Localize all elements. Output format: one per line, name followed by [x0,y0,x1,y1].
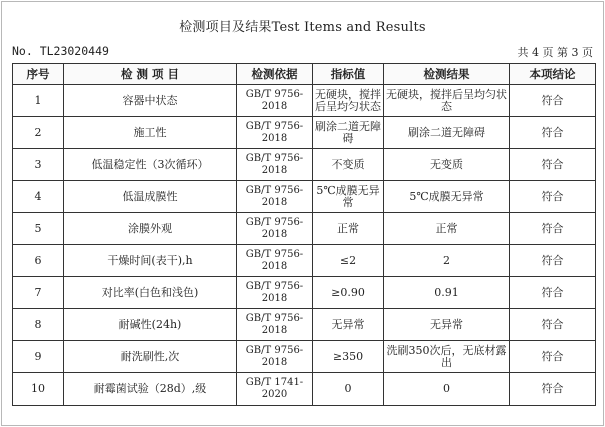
table-row [13,181,596,213]
row-conclusion: 符合 [510,277,596,309]
row-result: 0 [384,373,510,406]
row-result: 无硬块，搅拌后呈均匀状态 [384,85,510,117]
row-standard: GB/T 1741-2020 [237,373,313,406]
row-item: 干燥时间(表干),h [64,245,237,277]
row-result: 5℃成膜无异常 [384,181,510,213]
row-index: 9 [13,341,64,373]
row-requirement: 5℃成膜无异常 [313,181,384,213]
row-requirement: ≥0.90 [313,277,384,309]
row-item: 耐洗刷性,次 [64,341,237,373]
row-conclusion: 符合 [510,85,596,117]
report-number: No. TL23020449 [12,44,109,58]
page-title: 检测项目及结果Test Items and Results [179,20,426,35]
row-standard: GB/T 9756-2018 [237,277,313,309]
column-header-result: 检测结果 [384,64,510,85]
row-standard: GB/T 9756-2018 [237,309,313,341]
row-requirement: 0 [313,373,384,406]
row-requirement: ≥350 [313,341,384,373]
row-conclusion: 符合 [510,149,596,181]
results-table [12,63,596,406]
table-row [13,309,596,341]
table-row [13,245,596,277]
row-result: 洗刷350次后，无底材露出 [384,341,510,373]
row-conclusion: 符合 [510,213,596,245]
row-index: 10 [13,373,64,406]
column-header-standard: 检测依据 [237,64,313,85]
row-standard: GB/T 9756-2018 [237,85,313,117]
row-item: 低温稳定性（3次循环） [64,149,237,181]
row-standard: GB/T 9756-2018 [237,149,313,181]
table-row [13,213,596,245]
row-item: 低温成膜性 [64,181,237,213]
row-index: 1 [13,85,64,117]
row-result: 2 [384,245,510,277]
row-index: 2 [13,117,64,149]
row-result: 无变质 [384,149,510,181]
column-header-conclusion: 本项结论 [510,64,596,85]
row-standard: GB/T 9756-2018 [237,213,313,245]
row-index: 3 [13,149,64,181]
table-header-row [13,64,596,85]
page-info: 共 4 页 第 3 页 [517,46,593,59]
column-header-index: 序号 [13,64,64,85]
row-item: 耐碱性(24h) [64,309,237,341]
row-item: 耐霉菌试验（28d）,级 [64,373,237,406]
row-conclusion: 符合 [510,181,596,213]
row-conclusion: 符合 [510,341,596,373]
row-item: 施工性 [64,117,237,149]
row-requirement: 无硬块，搅拌后呈均匀状态 [313,85,384,117]
row-item: 涂膜外观 [64,213,237,245]
row-index: 6 [13,245,64,277]
row-requirement: ≤2 [313,245,384,277]
row-result: 0.91 [384,277,510,309]
row-standard: GB/T 9756-2018 [237,117,313,149]
row-conclusion: 符合 [510,309,596,341]
row-standard: GB/T 9756-2018 [237,245,313,277]
table-row [13,149,596,181]
table-row [13,373,596,406]
row-requirement: 刷涂二道无障碍 [313,117,384,149]
row-requirement: 不变质 [313,149,384,181]
row-conclusion: 符合 [510,117,596,149]
row-index: 5 [13,213,64,245]
row-conclusion: 符合 [510,245,596,277]
table-row [13,341,596,373]
row-result: 无异常 [384,309,510,341]
row-result: 正常 [384,213,510,245]
row-result: 刷涂二道无障碍 [384,117,510,149]
row-standard: GB/T 9756-2018 [237,341,313,373]
row-item: 对比率(白色和浅色) [64,277,237,309]
row-item: 容器中状态 [64,85,237,117]
column-header-item: 检 测 项 目 [64,64,237,85]
column-header-requirement: 指标值 [313,64,384,85]
row-index: 7 [13,277,64,309]
row-standard: GB/T 9756-2018 [237,181,313,213]
row-conclusion: 符合 [510,373,596,406]
row-index: 8 [13,309,64,341]
row-requirement: 无异常 [313,309,384,341]
row-index: 4 [13,181,64,213]
table-row [13,277,596,309]
table-row [13,85,596,117]
row-requirement: 正常 [313,213,384,245]
table-row [13,117,596,149]
